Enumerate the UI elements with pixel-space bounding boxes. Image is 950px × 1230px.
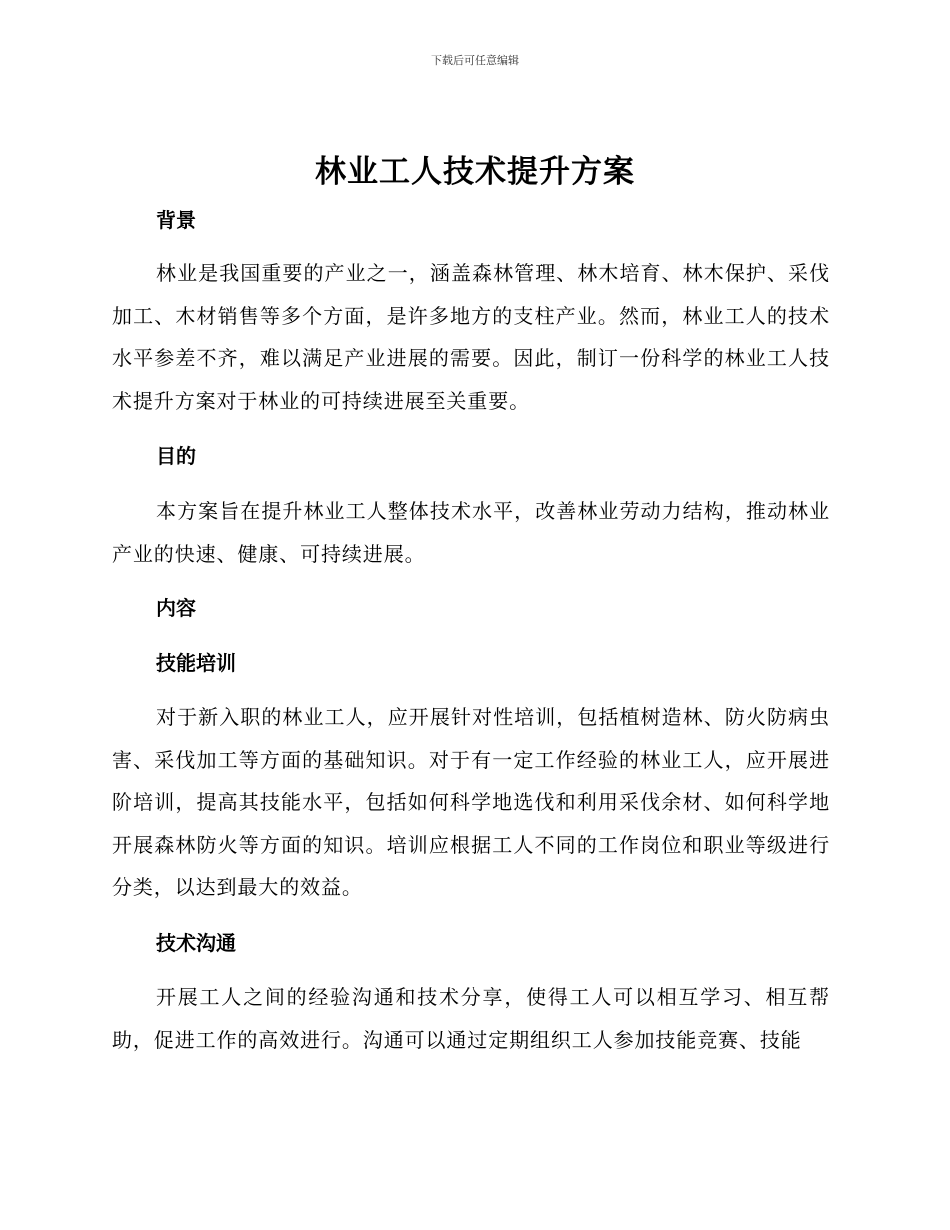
paragraph-skill-training: 对于新入职的林业工人，应开展针对性培训，包括植树造林、防火防病虫害、采伐加工等方面的基础知识。对于有一定工作经验的林业工人，应开展进阶培训，提高其技能水平，包括如何科学地选伐和利用采伐余材、如何科学地开展森林防火等方面的知识。培训应根据工人不同的工作岗位和职业等级进行分类，以达到最大的效益。 [112, 705, 830, 899]
paragraph-background: 林业是我国重要的产业之一，涵盖森林管理、林木培育、林木保护、采伐加工、木材销售等多个方面，是许多地方的支柱产业。然而，林业工人的技术水平参差不齐，难以满足产业进展的需要。因此，制订一份科学的林业工人技术提升方案对于林业的可持续进展至关重要。 [112, 261, 830, 413]
section-heading-background: 背景 [156, 208, 196, 232]
document-title: 林业工人技术提升方案 [315, 154, 635, 190]
paragraph-purpose: 本方案旨在提升林业工人整体技术水平，改善林业劳动力结构，推动林业产业的快速、健康、可持续进展。 [112, 499, 830, 566]
header-note: 下载后可任意编辑 [431, 54, 519, 67]
paragraph-tech-exchange: 开展工人之间的经验沟通和技术分享，使得工人可以相互学习、相互帮助，促进工作的高效进行。沟通可以通过定期组织工人参加技能竞赛、技能 [112, 985, 830, 1052]
section-heading-tech-exchange: 技术沟通 [156, 931, 236, 955]
section-heading-content: 内容 [156, 596, 196, 620]
section-heading-purpose: 目的 [156, 444, 196, 468]
section-heading-skill-training: 技能培训 [156, 651, 236, 675]
